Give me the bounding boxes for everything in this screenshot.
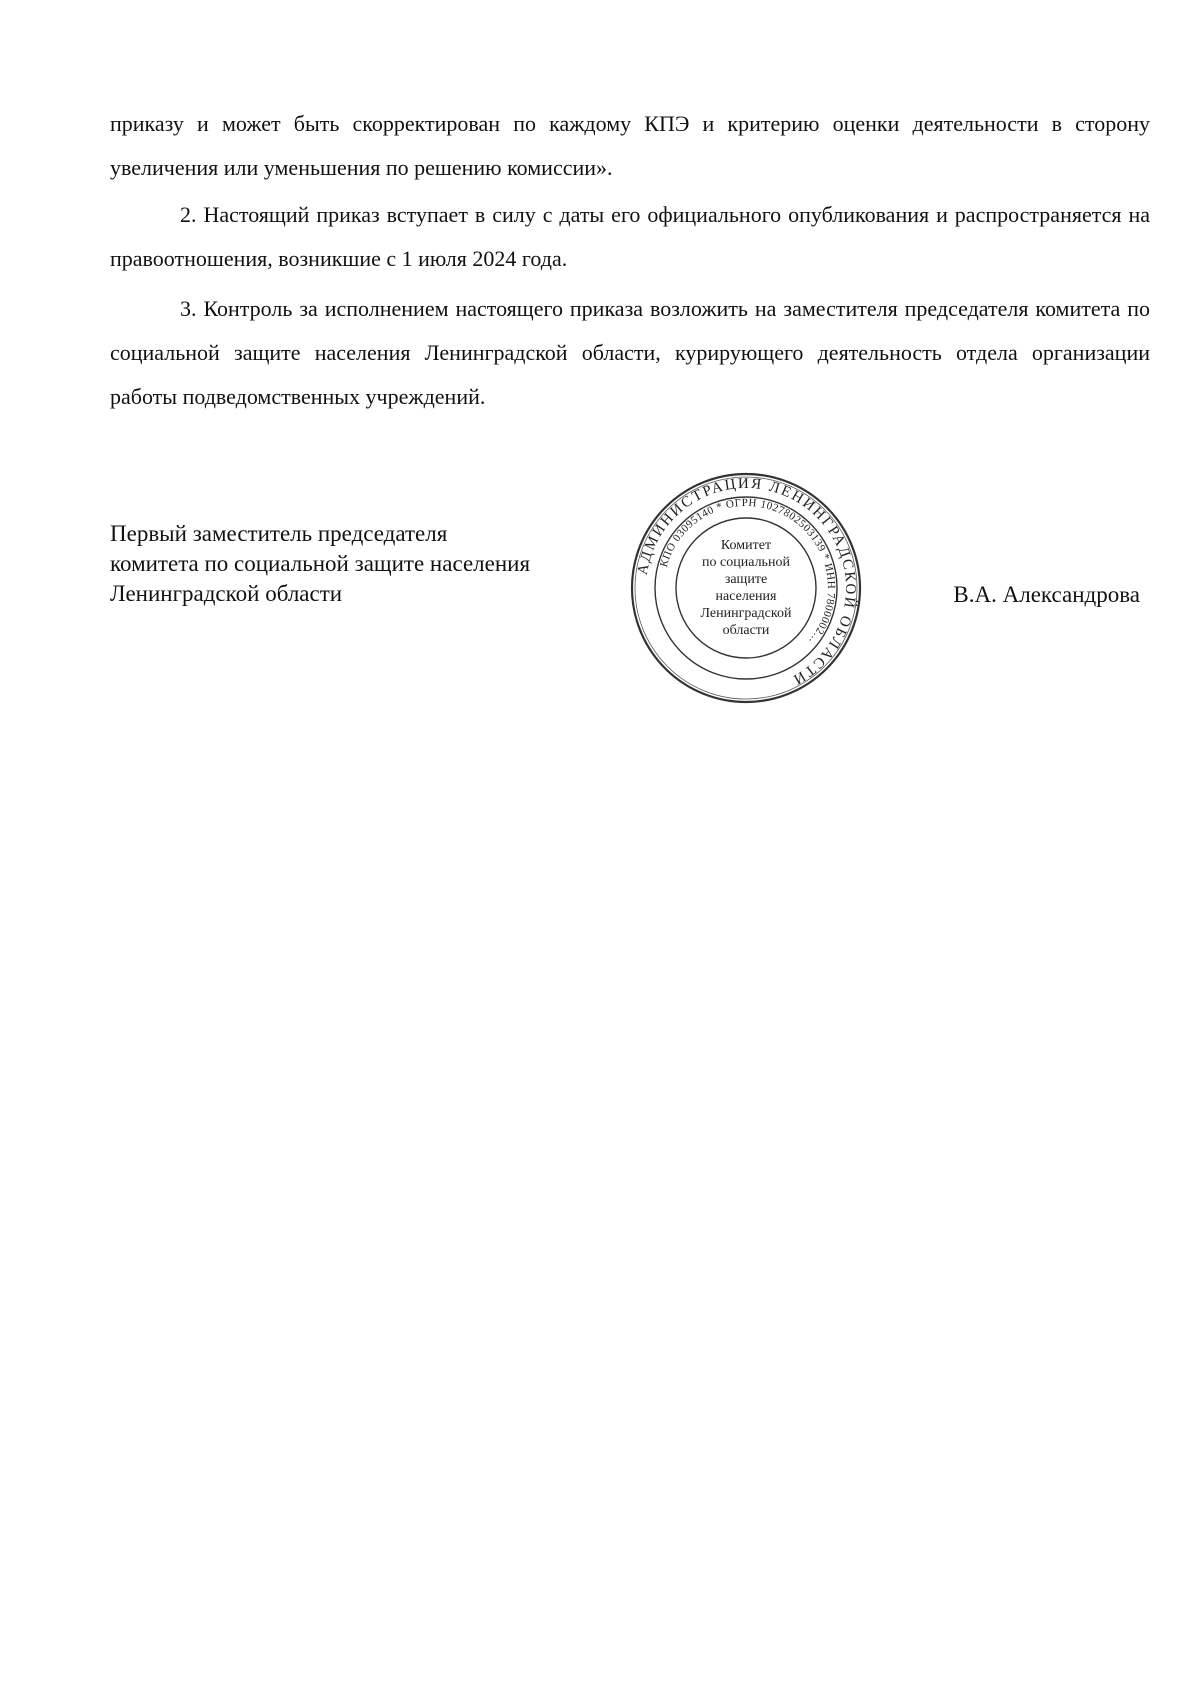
seal-inner-ring-text: КПО 03095140 * ОГРН 1027802503139 * ИНН 7800002…	[657, 496, 838, 647]
seal-center-line: Ленинградской	[700, 606, 792, 621]
signatory-position-line: Ленинградской области	[110, 581, 343, 606]
seal-outer-ring-text: АДМИНИСТРАЦИЯ ЛЕНИНГРАДСКОЙ ОБЛАСТИ	[634, 475, 859, 688]
seal-center-line: по социальной	[702, 555, 790, 570]
signatory-position-line: комитета по социальной защите населения	[110, 551, 531, 576]
seal-center-line: Комитет	[720, 538, 772, 553]
paragraph-3-control: 3. Контроль за исполнением настоящего приказа возложить на заместителя председателя комитета по социальной защите населения Ленинградской области, курирующего деятельность отдела организации работы подведомственных учреждений.	[110, 296, 1150, 409]
seal-center-text	[686, 526, 806, 650]
signatory-position-line: Первый заместитель председателя	[110, 521, 448, 546]
seal-center-line: защите	[724, 572, 768, 587]
paragraph-2-effective-date: 2. Настоящий приказ вступает в силу с даты его официального опубликования и распространяется на правоотношения, возникшие с 1 июля 2024 года.	[110, 202, 1150, 271]
seal-center-line: населения	[715, 589, 777, 604]
official-seal	[628, 470, 864, 706]
paragraph-continuation: приказу и может быть скорректирован по каждому КПЭ и критерию оценки деятельности в сторону увеличения или уменьшения по решению комиссии».	[110, 111, 1150, 180]
signatory-name: В.А. Александрова	[953, 582, 1140, 607]
signatory-position	[110, 519, 530, 609]
seal-center-line: области	[722, 623, 770, 638]
